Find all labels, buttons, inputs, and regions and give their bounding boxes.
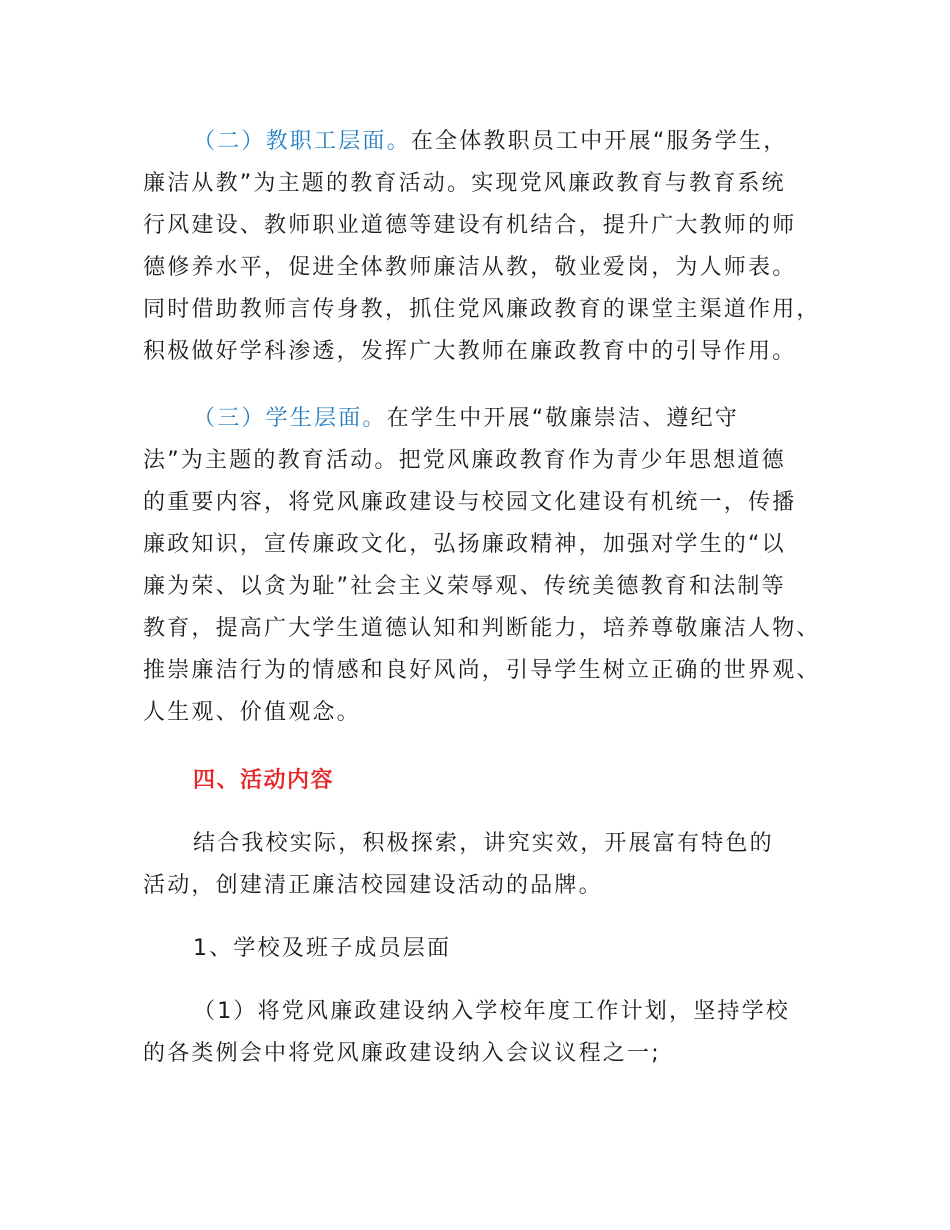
students-line-6: 教育，提高广大学生道德认知和判断能力，培养尊敬廉洁人物、: [143, 616, 821, 641]
staff-line-1: [143, 121, 823, 163]
activities-intro-line-2: 活动，创建清正廉洁校园建设活动的品牌。: [143, 873, 603, 898]
staff-line-3: 行风建设、教师职业道德等建设有机结合，提升广大教师的师: [143, 213, 797, 238]
subheading-school-leaders: 1、学校及班子成员层面: [193, 936, 452, 961]
staff-paragraph: [143, 121, 823, 373]
students-heading: （三）学生层面。: [193, 406, 387, 431]
students-line-4: 廉政知识，宣传廉政文化，弘扬廉政精神，加强对学生的“以: [143, 532, 786, 557]
students-line-1-text: 在学生中开展“敬廉崇洁、遵纪守: [386, 406, 740, 431]
students-line-7: 推崇廉洁行为的情感和良好风尚，引导学生树立正确的世界观、: [143, 658, 821, 683]
staff-heading: （二）教职工层面。: [193, 129, 411, 154]
staff-line-5: 同时借助教师言传身教，抓住党风廉政教育的课堂主渠道作用，: [143, 297, 821, 322]
students-line-8: 人生观、价值观念。: [143, 700, 361, 725]
students-line-3: 的重要内容，将党风廉政建设与校园文化建设有机统一，传播: [143, 490, 797, 515]
students-line-2: 法”为主题的教育活动。把党风廉政教育作为青少年思想道德: [143, 448, 786, 473]
subheading-block: [143, 928, 823, 970]
activities-intro: [143, 823, 823, 907]
item-1-line-2: 的各类例会中将党风廉政建设纳入会议议程之一;: [143, 1041, 661, 1066]
students-line-1: [143, 398, 823, 440]
staff-line-4: 德修养水平，促进全体教师廉洁从教，敬业爱岗，为人师表。: [143, 255, 797, 280]
item-1-paragraph: [143, 991, 823, 1075]
activities-heading: 四、活动内容: [193, 768, 335, 793]
students-line-5: 廉为荣、以贪为耻”社会主义荣辱观、传统美德教育和法制等: [143, 574, 786, 599]
activities-intro-line-1: 结合我校实际，积极探索，讲究实效，开展富有特色的: [193, 831, 774, 856]
students-paragraph: [143, 398, 823, 734]
activities-heading-block: [143, 760, 823, 802]
item-1-line-1: （1）将党风廉政建设纳入学校年度工作计划，坚持学校: [193, 999, 790, 1024]
staff-line-1-text: 在全体教职员工中开展“服务学生，: [410, 129, 788, 154]
staff-line-2: 廉洁从教”为主题的教育活动。实现党风廉政教育与教育系统: [143, 171, 786, 196]
staff-line-6: 积极做好学科渗透，发挥广大教师在廉政教育中的引导作用。: [143, 339, 797, 364]
